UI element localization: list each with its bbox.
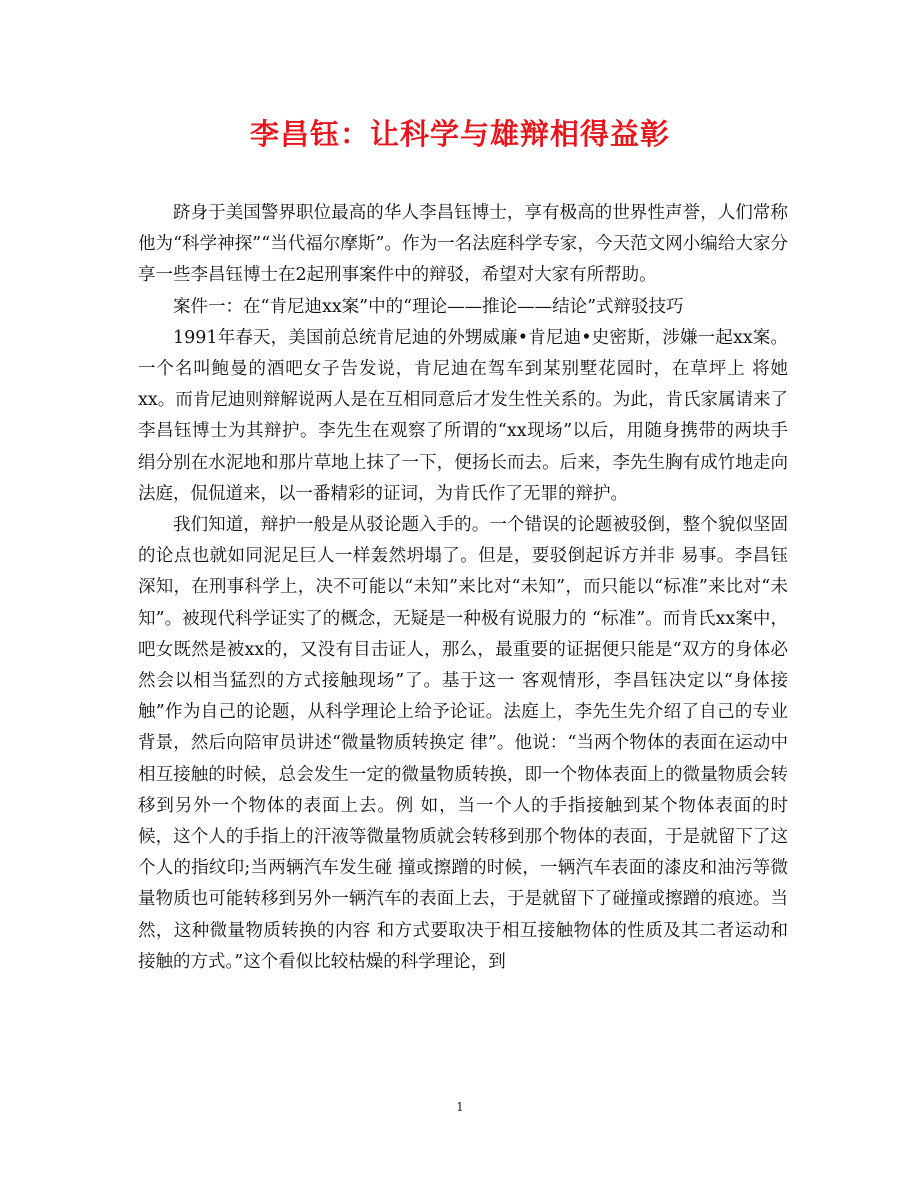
intro-paragraph: 跻身于美国警界职位最高的华人李昌钰博士，享有极高的世界性声誉，人们常称他为“科学神探”“当代福尔摩斯”。作为一名法庭科学专家，今天范文网小编给大家分享一些李昌钰博士在2起刑事案件中的辩驳，希望对大家有所帮助。 (138, 203, 788, 286)
document-title: 李昌钰：让科学与雄辩相得益彰 (249, 117, 670, 151)
case-heading: 案件一：在“肯尼迪xx案”中的“理论——推论——结论”式辩驳技巧 (173, 296, 684, 317)
case-narrative-paragraph: 1991年春天，美国前总统肯尼迪的外甥威廉•肯尼迪•史密斯，涉嫌一起xx案。一个名叫鲍曼的酒吧女子告发说，肯尼迪在驾车到某别墅花园时，在草坪上 将她xx。而肯尼迪则辩解说两人是在互相同意后才发生性关系的。为此，肯氏家属请来了李昌钰博士为其辩护。李先生在观察了所谓的“xx现场”以后，用随身携带的两块手绢分别在水泥地和那片草地上抹了一下，便扬长而去。后来，李先生胸有成竹地走向法庭，侃侃道来，以一番精彩的证词，为肯氏作了无罪的辩护。 (138, 327, 788, 504)
page-number: 1 (456, 1100, 464, 1114)
analysis-paragraph: 我们知道，辩护一般是从驳论题入手的。一个错误的论题被驳倒，整个貌似坚固的论点也就如同泥足巨人一样轰然坍塌了。但是，要驳倒起诉方并非 易事。李昌钰深知，在刑事科学上，决不可能以“未知”来比对“未知”，而只能以“标准”来比对“未知”。被现代科学证实了的概念，无疑是一种极有说服力的 “标准”。而肯氏xx案中，吧女既然是被xx的，又没有目击证人，那么，最重要的证据便只能是“双方的身体必然会以相当猛烈的方式接触现场”了。基于这一 客观情形，李昌钰决定以“身体接触”作为自己的论题，从科学理论上给予论证。法庭上，李先生先介绍了自己的专业背景，然后向陪审员讲述“微量物质转换定 律”。他说：“当两个物体的表面在运动中相互接触的时候，总会发生一定的微量物质转换，即一个物体表面上的微量物质会转移到另外一个物体的表面上去。例 如，当一个人的手指接触到某个物体表面的时候，这个人的手指上的汗液等微量物质就会转移到那个物体的表面，于是就留下了这个人的指纹印;当两辆汽车发生碰 撞或擦蹭的时候，一辆汽车表面的漆皮和油污等微量物质也可能转移到另外一辆汽车的表面上去，于是就留下了碰撞或擦蹭的痕迹。当然，这种微量物质转换的内容 和方式要取决于相互接触物体的性质及其二者运动和接触的方式。”这个看似比较枯燥的科学理论，到 (138, 515, 788, 972)
document-body (138, 198, 788, 978)
